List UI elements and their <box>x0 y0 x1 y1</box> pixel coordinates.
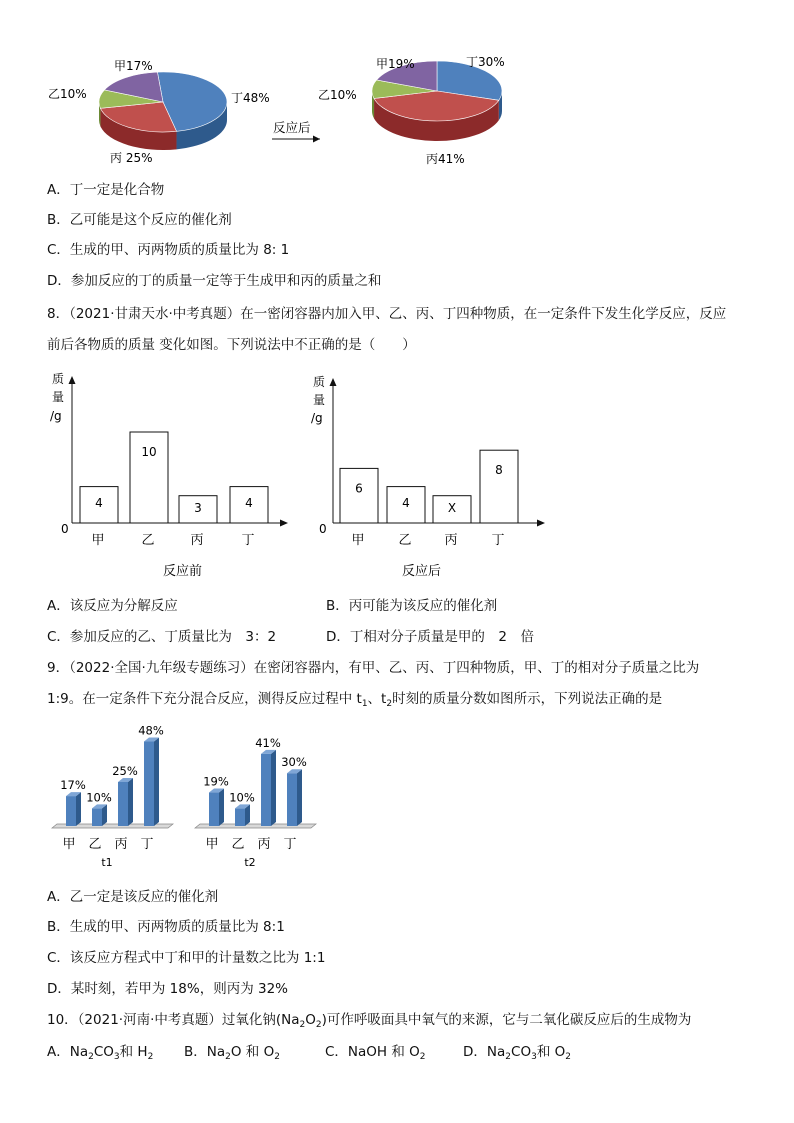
category-label-乙: 乙 <box>398 533 412 548</box>
reaction-arrow-label: 反应后 <box>273 120 311 135</box>
y-label-after-1: 质 <box>313 375 326 389</box>
bar-value-丁: 48% <box>138 723 164 738</box>
q8-stem-line2: 前后各物质的质量 变化如图。下列说法中不正确的是（ ） <box>47 337 416 353</box>
q9-option-c: C．该反应方程式中丁和甲的计量数之比为 1:1 <box>47 950 326 966</box>
q9-stem-line2 <box>47 690 662 713</box>
q10-sub-2: 2 <box>315 1020 322 1030</box>
category-label-丙: 丙 <box>114 837 128 852</box>
bar-乙 <box>92 808 102 826</box>
bar-value-丙: 41% <box>255 735 281 750</box>
category-label-丙: 丙 <box>257 837 271 852</box>
bar-value-甲: 4 <box>95 496 103 510</box>
q8-option-d: D．丁相对分子质量是甲的 2 倍 <box>326 629 534 645</box>
q9-sub-1: 1 <box>361 699 368 709</box>
y-label-after-3: /g <box>311 411 323 425</box>
q10-sub-1: 2 <box>299 1020 306 1030</box>
q10-option-c: C．NaOH 和 $O_2$ <box>325 1044 426 1062</box>
origin-before: 0 <box>61 522 69 536</box>
category-label-丙: 丙 <box>190 533 204 548</box>
pie-label-ding-after: 丁30% <box>466 55 505 69</box>
category-label-丁: 丁 <box>491 533 505 548</box>
q9-option-b: B．生成的甲、丙两物质的质量比为 8:1 <box>47 919 285 935</box>
pie-label-jia-after: 甲19% <box>376 57 415 71</box>
chart-title-t2: t2 <box>244 856 256 869</box>
category-label-丙: 丙 <box>444 533 458 548</box>
q8-option-b: B．丙可能为该反应的催化剂 <box>326 598 498 614</box>
t-bar-groups <box>52 724 316 869</box>
q9-stem-post: 时刻的质量分数如图所示，下列说法正确的是 <box>392 691 663 707</box>
category-label-甲: 甲 <box>205 837 219 852</box>
y-label-before-3: /g <box>50 409 62 423</box>
pie-label-ding-before: 丁48% <box>231 91 270 105</box>
bar-甲 <box>66 796 76 826</box>
q10-stem-mid: O <box>305 1012 316 1028</box>
bar-value-乙: 4 <box>402 496 410 510</box>
bar-value-丙: X <box>447 501 457 515</box>
chart-title-t1: t1 <box>101 856 113 869</box>
pie-label-yi-before: 乙10% <box>48 87 87 101</box>
category-label-乙: 乙 <box>141 533 155 548</box>
pie-chart-after <box>372 61 502 141</box>
q10-option-d: D．$Na_2CO_3$和 $O_2$ <box>463 1044 571 1062</box>
bar-丙 <box>261 754 271 826</box>
bar-value-丁: 30% <box>281 755 307 770</box>
bar-value-乙: 10% <box>86 790 112 805</box>
category-label-丁: 丁 <box>283 837 297 852</box>
y-label-before-1: 质 <box>52 372 65 386</box>
q10-option-a: A．$Na_2CO_3$和 $H_2$ <box>47 1044 154 1062</box>
mass-fraction-bar-charts <box>0 720 340 870</box>
q10-stem-post: )可作呼吸面具中氧气的来源，它与二氧化碳反应后的生成物为 <box>321 1012 692 1028</box>
q7-option-a: A．丁一定是化合物 <box>47 182 165 198</box>
bar-乙 <box>235 808 245 826</box>
bar-甲 <box>340 468 378 523</box>
bar-甲 <box>209 793 219 826</box>
bar-value-丁: 4 <box>245 496 253 510</box>
bar-丁 <box>287 773 297 826</box>
origin-after: 0 <box>319 522 327 536</box>
q9-stem-line1: 9．（2022·全国·九年级专题练习）在密闭容器内，有甲、乙、丙、丁四种物质，甲、丁的相对分子质量之比为 <box>47 660 700 676</box>
q10-option-b: B．$Na_2O$ 和 $O_2$ <box>184 1044 280 1062</box>
category-label-甲: 甲 <box>91 533 105 548</box>
q10-stem-pre: 10．（2021·河南·中考真题）过氧化钠(Na <box>47 1012 300 1028</box>
category-label-甲: 甲 <box>62 837 76 852</box>
pie-label-jia-before: 甲17% <box>114 59 153 73</box>
bar-value-甲: 6 <box>355 481 363 496</box>
category-label-丁: 丁 <box>241 533 255 548</box>
q9-option-d: D．某时刻，若甲为 18%，则丙为 32% <box>47 981 288 997</box>
q10-stem <box>47 1011 691 1034</box>
q8-option-c: C．参加反应的乙、丁质量比为 3：2 <box>47 629 277 645</box>
q8-stem-line1: 8．（2021·甘肃天水·中考真题）在一密闭容器内加入甲、乙、丙、丁四种物质，在一定条件下发生化学反应，反应 <box>47 306 727 322</box>
q7-option-d: D．参加反应的丁的质量一定等于生成甲和丙的质量之和 <box>47 273 382 289</box>
q8-option-a: A．该反应为分解反应 <box>47 598 178 614</box>
q7-option-b: B．乙可能是这个反应的催化剂 <box>47 212 232 228</box>
bar-value-丁: 8 <box>495 463 503 478</box>
bar-value-丙: 3 <box>194 501 202 515</box>
bar-丁 <box>480 450 518 523</box>
bars-after <box>340 450 518 548</box>
chart-title-before: 反应前 <box>163 564 203 579</box>
category-label-乙: 乙 <box>231 837 245 852</box>
pie-label-bing-after: 丙41% <box>426 152 465 166</box>
reaction-arrow-head <box>313 136 320 143</box>
pie-label-bing-before: 丙 25% <box>110 151 153 165</box>
bar-value-乙: 10% <box>229 790 255 805</box>
bar-丙 <box>118 782 128 826</box>
chart-title-after: 反应后 <box>402 564 442 579</box>
y-label-after-2: 量 <box>313 393 326 407</box>
y-label-before-2: 量 <box>52 390 65 404</box>
q9-stem-mid: 、t <box>367 691 387 707</box>
pie-chart-before <box>99 72 227 150</box>
bar-value-甲: 17% <box>60 778 86 793</box>
category-label-乙: 乙 <box>88 837 102 852</box>
category-label-甲: 甲 <box>351 533 365 548</box>
q9-sub-2: 2 <box>386 699 393 709</box>
pie-charts-figure <box>0 40 560 180</box>
q9-stem-pre: 1:9。在一定条件下充分混合反应，测得反应过程中 t <box>47 691 362 707</box>
bars-before <box>80 432 268 548</box>
bar-value-甲: 19% <box>203 774 229 789</box>
q9-option-a: A．乙一定是该反应的催化剂 <box>47 889 219 905</box>
mass-bar-charts <box>0 365 600 585</box>
bar-丁 <box>144 742 154 826</box>
bar-value-丙: 25% <box>112 764 138 778</box>
bar-value-乙: 10 <box>141 445 157 459</box>
category-label-丁: 丁 <box>140 837 154 852</box>
q7-option-c: C．生成的甲、丙两物质的质量比为 8: 1 <box>47 242 290 258</box>
pie-label-yi-after: 乙10% <box>318 88 357 102</box>
